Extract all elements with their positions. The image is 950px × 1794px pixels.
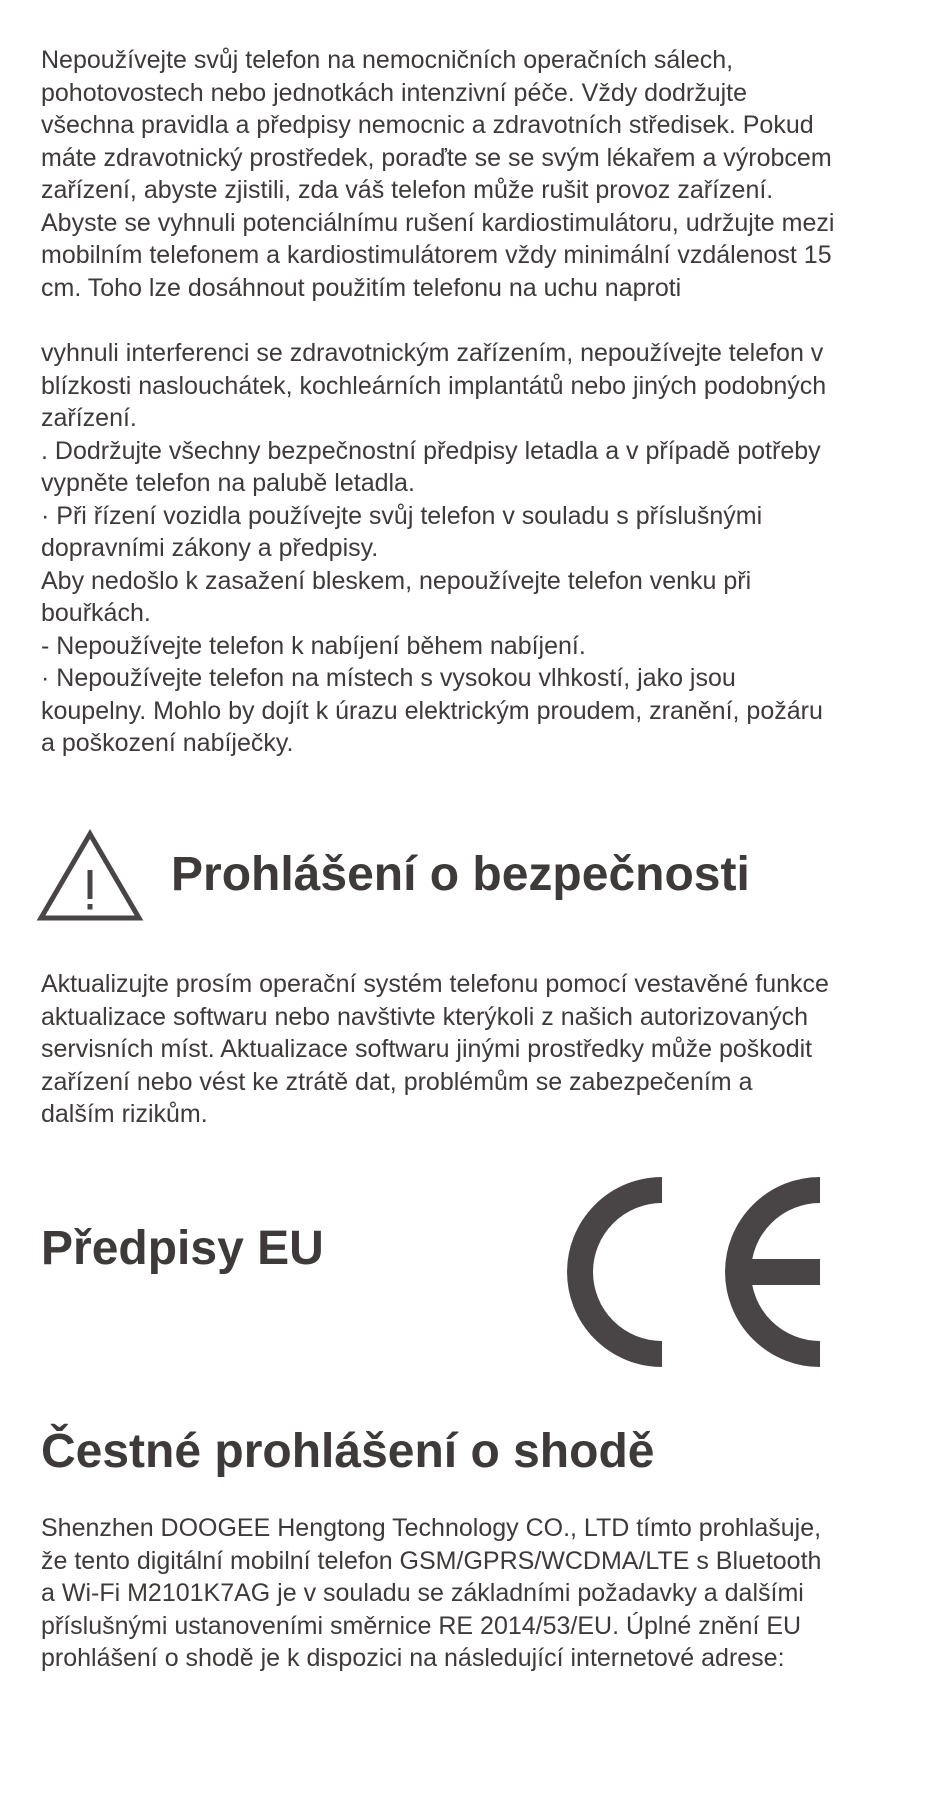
safety-statement-paragraph xyxy=(41,968,921,1131)
paragraph-line: a Wi-Fi M2101K7AG je v souladu se základními požadavky a dalšími xyxy=(41,1579,804,1607)
safety-statement-heading: Prohlášení o bezpečnosti xyxy=(171,848,750,901)
paragraph-line: mobilním telefonem a kardiostimulátorem vždy minimální vzdálenost 15 xyxy=(41,241,832,269)
paragraph-line: příslušnými ustanoveními směrnice RE 2014/53/EU. Úplné znění EU xyxy=(41,1611,802,1640)
safety-list-paragraph xyxy=(41,337,921,760)
paragraph-line: a poškození nabíječky. xyxy=(41,729,294,757)
ce-mark-icon xyxy=(558,1176,826,1368)
paragraph-line: . Dodržujte všechny bezpečnostní předpisy letadla a v případě potřeby xyxy=(41,436,821,465)
paragraph-line: servisních míst. Aktualizace softwaru jinými prostředky může poškodit xyxy=(41,1035,813,1063)
paragraph-line: · Nepoužívejte telefon na místech s vysokou vlhkostí, jako jsou xyxy=(41,664,736,692)
paragraph-line: koupelny. Mohlo by dojít k úrazu elektrickým proudem, zranění, požáru xyxy=(41,696,823,725)
paragraph-line: aktualizace softwaru nebo navštivte kterýkoli z našich autorizovaných xyxy=(41,1002,809,1031)
paragraph-line: blízkosti naslouchátek, kochleárních implantátů nebo jiných podobných xyxy=(41,371,827,400)
paragraph-line: Abyste se vyhnuli potenciálnímu rušení kardiostimulátoru, udržujte mezi xyxy=(41,208,835,237)
paragraph-line: prohlášení o shodě je k dispozici na následující internetové adrese: xyxy=(41,1644,785,1672)
paragraph-line: pohotovostech nebo jednotkách intenzivní péče. Vždy dodržujte xyxy=(41,78,748,107)
paragraph-line: všechna pravidla a předpisy nemocnic a zdravotních středisek. Pokud xyxy=(41,111,814,139)
paragraph-line: vypněte telefon na palubě letadla. xyxy=(41,469,415,497)
paragraph-line: máte zdravotnický prostředek, poraďte se se svým lékařem a výrobcem xyxy=(41,143,832,172)
paragraph-line: · Při řízení vozidla používejte svůj telefon v souladu s příslušnými xyxy=(41,501,763,530)
paragraph-line: že tento digitální mobilní telefon GSM/GPRS/WCDMA/LTE s Bluetooth xyxy=(41,1546,822,1575)
paragraph-line: dopravními zákony a předpisy. xyxy=(41,534,379,562)
declaration-of-conformity-heading: Čestné prohlášení o shodě xyxy=(41,1425,655,1478)
paragraph-line: Nepoužívejte svůj telefon na nemocničních operačních sálech, xyxy=(41,46,734,74)
paragraph-line: Aktualizujte prosím operační systém telefonu pomocí vestavěné funkce xyxy=(41,970,829,998)
paragraph-line: - Nepoužívejte telefon k nabíjení během nabíjení. xyxy=(41,631,586,660)
paragraph-line: vyhnuli interferenci se zdravotnickým zařízením, nepoužívejte telefon v xyxy=(41,339,824,367)
declaration-paragraph xyxy=(41,1512,921,1675)
paragraph-line: bouřkách. xyxy=(41,599,151,627)
paragraph-line: zařízení. xyxy=(41,404,137,432)
paragraph-line: zařízení nebo vést ke ztrátě dat, problémům se zabezpečením a xyxy=(41,1067,753,1096)
paragraph-line: Shenzhen DOOGEE Hengtong Technology CO., LTD tímto prohlašuje, xyxy=(41,1514,822,1542)
paragraph-line: zařízení, abyste zjistili, zda váš telefon může rušit provoz zařízení. xyxy=(41,176,774,204)
eu-regulations-heading: Předpisy EU xyxy=(41,1222,324,1275)
paragraph-line: Aby nedošlo k zasažení bleskem, nepoužívejte telefon venku při xyxy=(41,566,752,595)
intro-paragraph xyxy=(41,44,921,304)
paragraph-line: dalším rizikům. xyxy=(41,1100,208,1128)
paragraph-line: cm. Toho lze dosáhnout použitím telefonu na uchu naproti xyxy=(41,273,682,302)
warning-triangle-icon xyxy=(36,829,144,924)
